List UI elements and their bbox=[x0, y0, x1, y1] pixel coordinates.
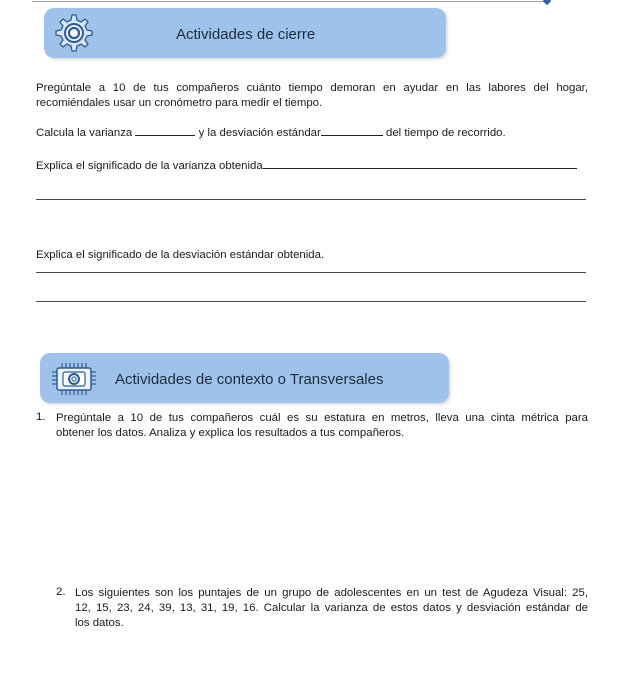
std-explanation-line-2[interactable] bbox=[36, 301, 586, 302]
calc-text-variance: Calcula la varianza bbox=[36, 127, 133, 139]
std-answer-blank[interactable] bbox=[321, 126, 383, 136]
intro-line-2: recomiéndales usar un cronómetro para medir el tiempo. bbox=[36, 97, 323, 109]
item-1-line-2: obtener los datos. Analiza y explica los resultados a tus compañeros. bbox=[56, 427, 405, 439]
variance-explanation-blank[interactable] bbox=[263, 159, 577, 169]
gear-icon bbox=[50, 12, 94, 59]
item-2-line-2: 12, 15, 23, 24, 39, 13, 31, 19, 16. Calcular la varianza de estos datos y desviación estándar de bbox=[75, 602, 588, 614]
explain-variance-text: Explica el significado de la varianza obtenida bbox=[36, 160, 263, 172]
context-activities-banner bbox=[40, 353, 449, 403]
closing-activities-banner bbox=[44, 8, 446, 58]
item-1-line-1: Pregúntale a 10 de tus compañeros cuál es su estatura en metros, lleva una cinta métrica para bbox=[56, 412, 588, 424]
calc-text-end: del tiempo de recorrido. bbox=[385, 127, 506, 139]
top-marker bbox=[543, 0, 551, 5]
calc-text-std: y la desviación estándar bbox=[198, 127, 321, 139]
item-2-line-1: Los siguientes son los puntajes de un grupo de adolescentes en un test de Agudeza Visual: 25, bbox=[75, 587, 588, 599]
top-divider bbox=[32, 1, 544, 2]
item-1-number: 1. bbox=[36, 411, 46, 423]
explain-std-prompt: Explica el significado de la desviación estándar obtenida. bbox=[36, 249, 325, 261]
explain-variance-prompt bbox=[36, 159, 577, 174]
closing-activities-title: Actividades de cierre bbox=[176, 26, 316, 43]
context-activities-title: Actividades de contexto o Transversales bbox=[115, 371, 384, 388]
std-explanation-line-1[interactable] bbox=[36, 272, 586, 273]
intro-line-1: Pregúntale a 10 de tus compañeros cuánto tiempo demoran en ayudar en las labores del hogar, bbox=[36, 82, 588, 94]
variance-explanation-line[interactable] bbox=[36, 199, 586, 200]
item-2-number: 2. bbox=[56, 586, 66, 598]
variance-answer-blank[interactable] bbox=[135, 126, 195, 136]
calculation-instruction bbox=[36, 126, 506, 141]
item-2-line-3: los datos. bbox=[75, 617, 124, 629]
chip-icon bbox=[50, 361, 100, 402]
